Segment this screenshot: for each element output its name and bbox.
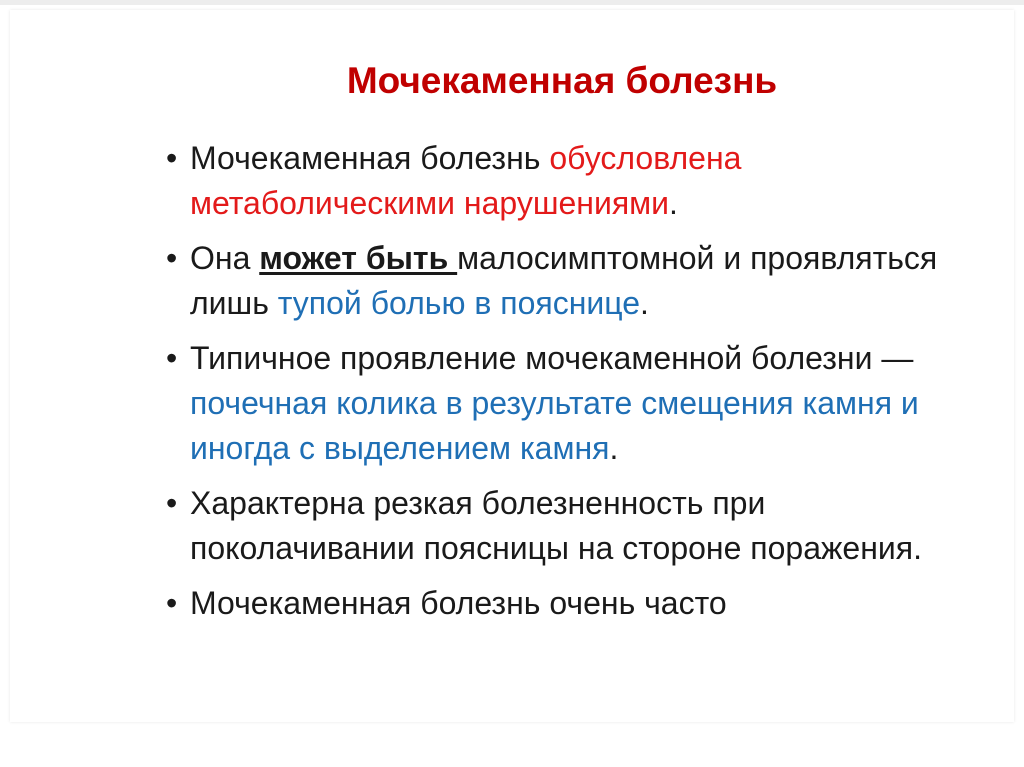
bullet-item <box>160 136 940 226</box>
bullet-item <box>160 236 940 326</box>
slide <box>10 10 1014 722</box>
bullet-text-normal: Она <box>190 240 260 276</box>
bullet-item <box>160 481 940 571</box>
bullet-list <box>160 136 940 690</box>
bullet-item <box>160 336 940 471</box>
bullet-text-blue: почечная колика в результате смещения камня и иногда с выделением камня <box>190 385 919 466</box>
bullet-text-normal: . <box>669 185 678 221</box>
slide-title: Мочекаменная болезнь <box>346 60 778 101</box>
viewer-top-band <box>0 0 1024 5</box>
bullet-text-normal: Мочекаменная болезнь <box>190 140 550 176</box>
bullet-text-normal: малосимптомной и проявляться лишь <box>190 240 938 321</box>
bullet-text-blue: тупой болью в пояснице <box>277 285 640 321</box>
bullet-text-red: обусловлена метаболическими нарушениями <box>190 140 742 221</box>
bullet-text-bold-underline: может быть <box>259 240 458 276</box>
bullet-text-normal: Характерна резкая болезненность при поколачивании поясницы на стороне поражения. <box>190 485 922 566</box>
bullet-text-normal: . <box>609 430 619 466</box>
bullet-text-normal: . <box>640 285 649 321</box>
bullet-text-normal: Типичное проявление мочекаменной болезни — <box>190 340 914 376</box>
bullet-text-normal: Мочекаменная болезнь очень часто <box>190 585 727 621</box>
bullet-item <box>160 581 940 626</box>
